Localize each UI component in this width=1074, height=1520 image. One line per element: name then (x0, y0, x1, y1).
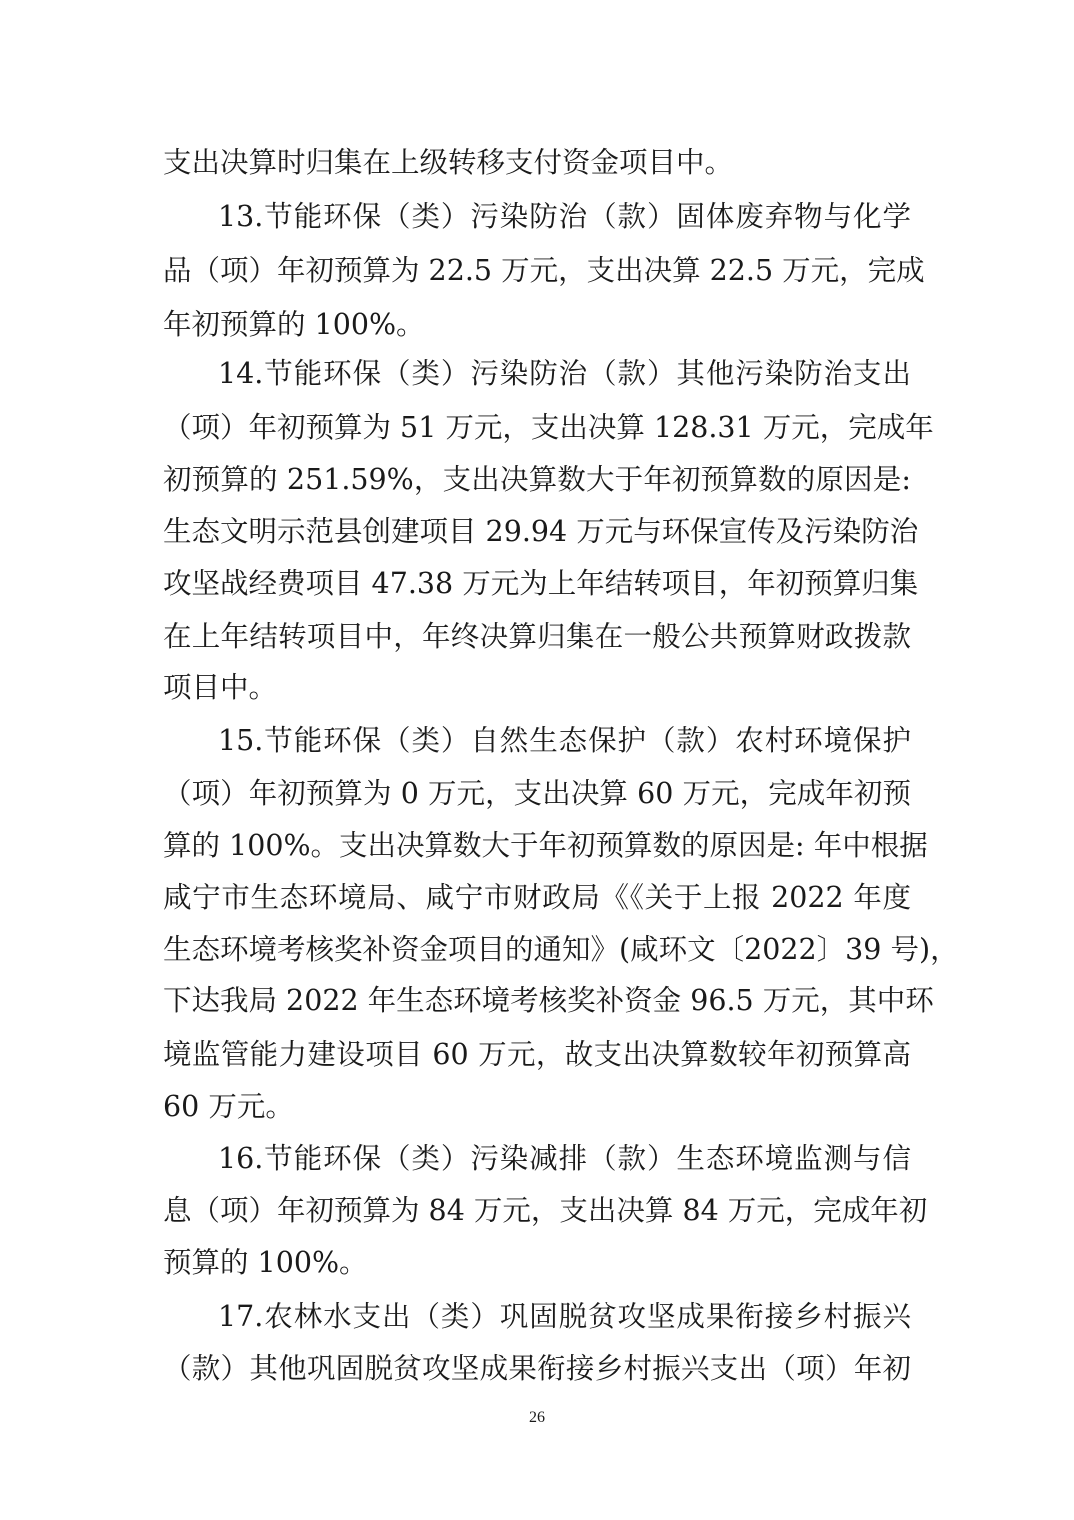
text-line: 15.节能环保（类）自然生态保护（款）农村环境保护 (218, 724, 911, 757)
text-line: 项目中。 (163, 671, 278, 704)
text-line: 下达我局 2022 年生态环境考核奖补资金 96.5 万元，其中环 (163, 984, 934, 1017)
text-line: 17.农林水支出（类）巩固脱贫攻坚成果衔接乡村振兴 (218, 1300, 911, 1333)
text-line: 16.节能环保（类）污染减排（款）生态环境监测与信 (218, 1142, 911, 1175)
text-line: 息（项）年初预算为 84 万元，支出决算 84 万元，完成年初 (163, 1194, 928, 1227)
text-line: （项）年初预算为 51 万元，支出决算 128.31 万元，完成年 (163, 411, 934, 444)
text-line: 初预算的 251.59%，支出决算数大于年初预算数的原因是: (163, 463, 911, 496)
text-line: 算的 100%。支出决算数大于年初预算数的原因是: 年中根据 (163, 829, 928, 862)
text-line: （项）年初预算为 0 万元，支出决算 60 万元，完成年初预 (163, 777, 911, 810)
page-number: 26 (529, 1409, 545, 1426)
text-line: 13.节能环保（类）污染防治（款）固体废弃物与化学 (218, 200, 911, 233)
text-line: 品（项）年初预算为 22.5 万元，支出决算 22.5 万元，完成 (163, 254, 925, 287)
text-line: 60 万元。 (163, 1090, 294, 1123)
text-line: 支出决算时归集在上级转移支付资金项目中。 (163, 146, 734, 179)
text-line: 年初预算的 100%。 (163, 308, 425, 341)
text-line: 14.节能环保（类）污染防治（款）其他污染防治支出 (218, 357, 911, 390)
text-line: 预算的 100%。 (163, 1246, 368, 1279)
text-line: （款）其他巩固脱贫攻坚成果衔接乡村振兴支出（项）年初 (163, 1352, 911, 1385)
text-line: 在上年结转项目中，年终决算归集在一般公共预算财政拨款 (163, 620, 911, 653)
text-line: 咸宁市生态环境局、咸宁市财政局《《关于上报 2022 年度 (163, 881, 911, 914)
text-line: 生态文明示范县创建项目 29.94 万元与环保宣传及污染防治 (163, 515, 919, 548)
text-line: 生态环境考核奖补资金项目的通知》(咸环文〔2022〕39 号)， (163, 933, 959, 966)
text-line: 境监管能力建设项目 60 万元，故支出决算数较年初预算高 (163, 1038, 911, 1071)
text-line: 攻坚战经费项目 47.38 万元为上年结转项目，年初预算归集 (163, 567, 919, 600)
